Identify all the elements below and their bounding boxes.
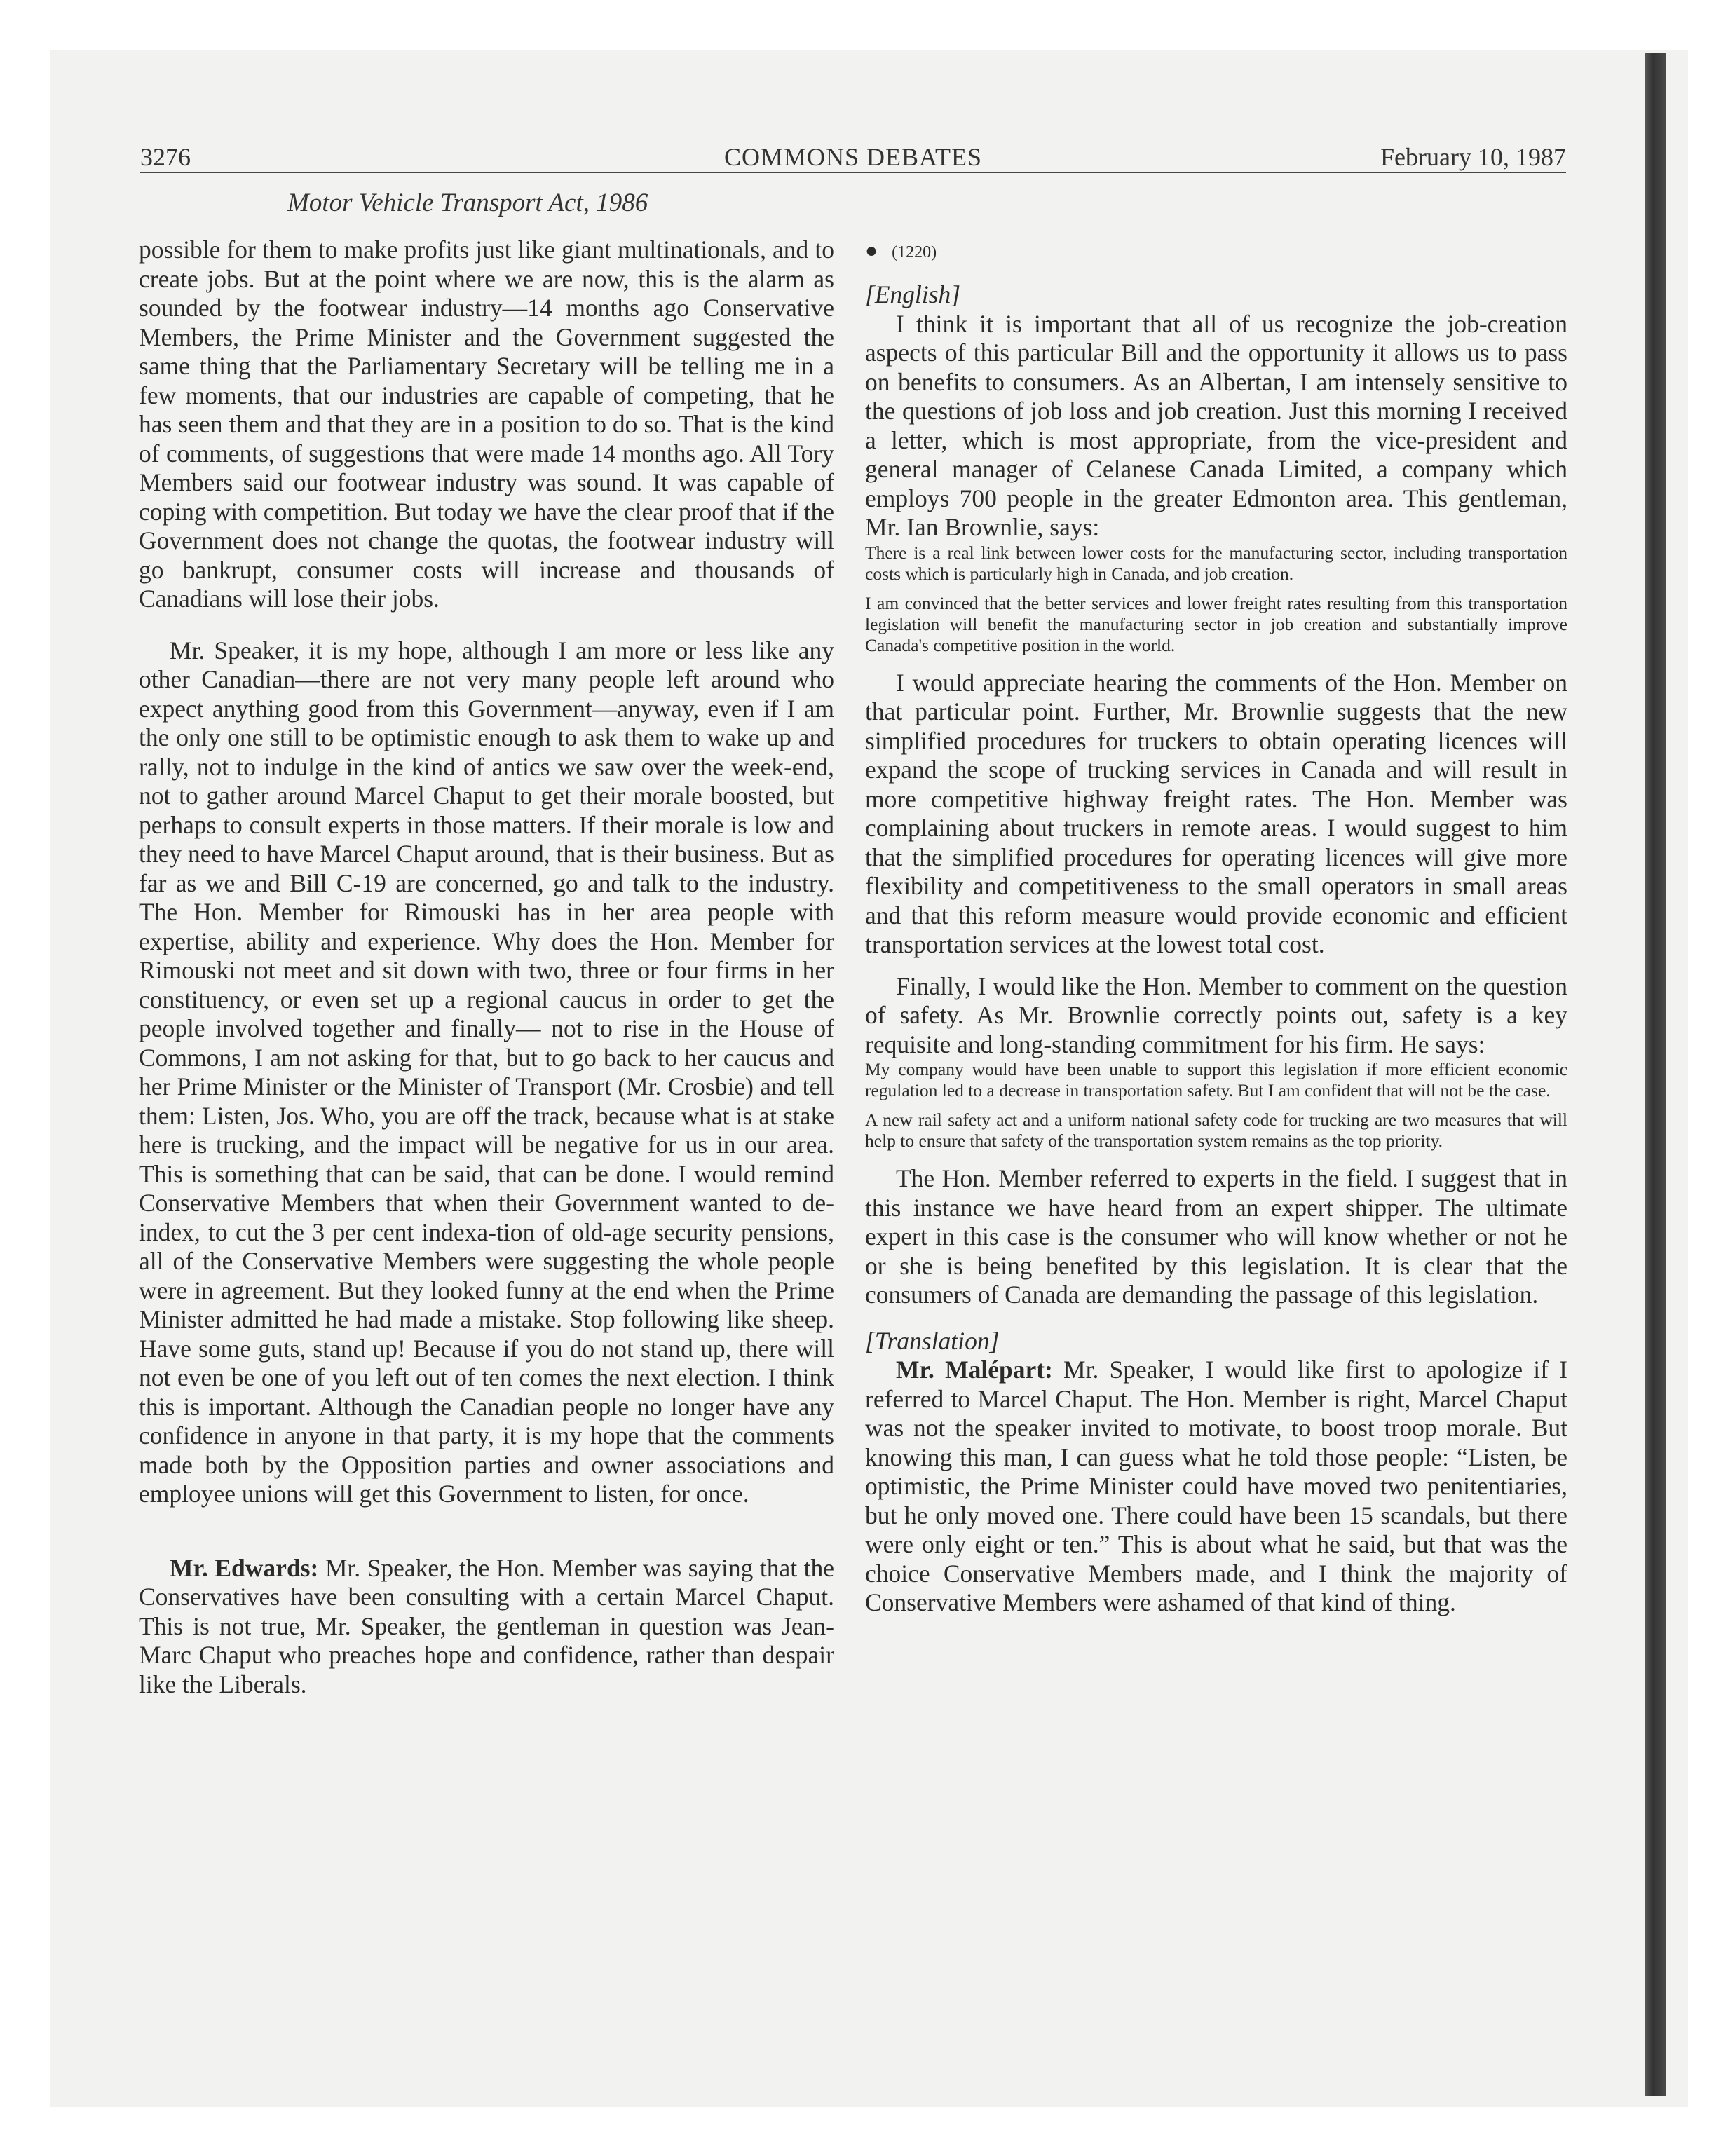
page-header	[140, 139, 1566, 175]
quotation: There is a real link between lower costs for the manufacturing sector, including transportation costs which is particularly high in Canada, and job creation.	[865, 542, 1567, 584]
scan-edge-shadow	[1645, 53, 1666, 2096]
language-tag: [Translation]	[865, 1326, 1000, 1355]
quotation: My company would have been unable to support this legislation if more efficient economic regulation led to a decrease in transportation safety. But I am confident that will not be the case.	[865, 1059, 1567, 1100]
right-column	[865, 236, 1567, 1618]
quotation: A new rail safety act and a uniform national safety code for trucking are two measures that will help to ensure that safety of the transportation system remains as the top priority.	[865, 1110, 1567, 1151]
paragraph: I think it is important that all of us recognize the job-creation aspects of this particular Bill and the opportunity it allows us to pass on benefits to consumers. As an Albertan, I am intensely sensitive to the questions of job loss and job creation. Just this morning I received a letter, which is most appropriate, from the vice-president and general manager of Celanese Canada Limited, a company which employs 700 people in the greater Edmonton area. This gentleman, Mr. Ian Brownlie, says:	[865, 309, 1567, 541]
bullet-icon: ●	[865, 239, 878, 262]
left-column	[139, 236, 834, 1699]
time-marker	[865, 236, 1567, 268]
paragraph: The Hon. Member referred to experts in the field. I suggest that in this instance we have heard from an expert shipper. The ultimate expert in this case is the consumer who will know whether or not he or she is being benefited by this legislation. It is clear that the consumers of Canada are demanding the passage of this legislation.	[865, 1164, 1567, 1309]
page-number: 3276	[140, 143, 191, 171]
time-marker-text: (1220)	[892, 243, 937, 261]
quotation: I am convinced that the better services and lower freight rates resulting from this transportation legislation will benefit the manufacturing sector in job creation and substantially improve Canada's competitive position in the world.	[865, 592, 1567, 655]
speech-text: Mr. Speaker, I would like first to apologize if I referred to Marcel Chaput. The Hon. Member is right, Marcel Chaput was not the speaker invited to motivate, to boost troop morale. But knowing this man, I can guess what he told those people: “Listen, be optimistic, the Prime Minister could have moved two penitentiaries, but he only moved one. There could have been 15 scandals, but there were only eight or ten.” This is about what he said, but that was the choice Conservative Members made, and I think the majority of Conservative Members were ashamed of that kind of thing.	[865, 1356, 1568, 1616]
header-rule	[140, 172, 1566, 173]
publication-date: February 10, 1987	[1380, 143, 1566, 171]
paragraph: Mr. Speaker, it is my hope, although I am more or less like any other Canadian—there are not very many people left around who expect anything good from this Government—anyway, even if I am the only one still to be optimistic enough to ask them to wake up and rally, not to indulge in the kind of antics we saw over the week-end, not to gather around Marcel Chaput to get their morale boosted, but perhaps to consult experts in those matters. If their morale is low and they need to have Marcel Chaput around, that is their business. But as far as we and Bill C-19 are concerned, go and talk to the industry. The Hon. Member for Rimouski has in her area people with expertise, ability and experience. Why does the Hon. Member for Rimouski not meet and sit down with two, three or four firms in her constituency, or even set up a regional caucus in order to get the people involved together and finally— not to rise in the House of Commons, I am not asking for that, but to go back to her caucus and her Prime Minister or the Minister of Transport (Mr. Crosbie) and tell them: Listen, Jos. Who, you are off the track, because what is at stake here is trucking, and the impact will be negative for us in our area. This is something that can be said, that can be done. I would remind Conservative Members that when their Government wanted to de-index, to cut the 3 per cent indexa-tion of old-age security pensions, all of the Conservative Members were suggesting the whole people were in agreement. But they looked funny at the end when the Prime Minister admitted he had made a mistake. Stop following like sheep. Have some guts, stand up! Because if you do not stand up, there will not even be one of you left out of ten comes the next election. I think this is important. Although the Canadian people no longer have any confidence in anyone in that party, it is my hope that the comments made both by the Opposition parties and owner associations and employee unions will get this Government to listen, for once.	[139, 636, 834, 1508]
speech-text: Mr. Speaker, the Hon. Member was saying that the Conservatives have been consulting with a certain Marcel Chaput. This is not true, Mr. Speaker, the gentleman in question was Jean-Marc Chaput who preaches hope and confidence, rather than despair like the Liberals.	[139, 1553, 835, 1698]
paragraph-speech	[865, 1356, 1567, 1618]
subject-heading: Motor Vehicle Transport Act, 1986	[287, 189, 648, 217]
speaker-name: Mr. Malépart:	[896, 1356, 1053, 1384]
paragraph-speech	[139, 1554, 834, 1700]
paragraph: possible for them to make profits just like giant multinationals, and to create jobs. But at the point where we are now, this is the alarm as sounded by the footwear industry—14 months ago Conservative Members, the Prime Minister and the Government suggested the same thing that the Parliamentary Secretary will be telling me in a few moments, that our industries are capable of competing, that he has seen them and that they are in a position to do so. That is the kind of comments, of suggestions that were made 14 months ago. All Tory Members said our footwear industry was sound. It was capable of coping with competition. But today we have the clear proof that if the Government does not change the quotas, the footwear industry will go bankrupt, consumer costs will increase and thousands of Canadians will lose their jobs.	[139, 236, 834, 613]
paragraph: Finally, I would like the Hon. Member to comment on the question of safety. As Mr. Brownlie correctly points out, safety is a key requisite and long-standing commitment for his firm. He says:	[865, 971, 1567, 1058]
paragraph: I would appreciate hearing the comments of the Hon. Member on that particular point. Further, Mr. Brownlie suggests that the new simplified procedures for truckers to obtain operating licences will expand the scope of trucking services in Canada and will result in more competitive highway freight rates. The Hon. Member was complaining about truckers in remote areas. I would suggest to him that the simplified procedures for operating licences will give more flexibility and competitiveness to the small operators in small areas and that this reform measure would provide economic and efficient transportation services at the lowest total cost.	[865, 668, 1567, 958]
speaker-name: Mr. Edwards:	[170, 1553, 319, 1582]
language-tag: [English]	[865, 280, 961, 308]
publication-title: COMMONS DEBATES	[723, 143, 983, 171]
